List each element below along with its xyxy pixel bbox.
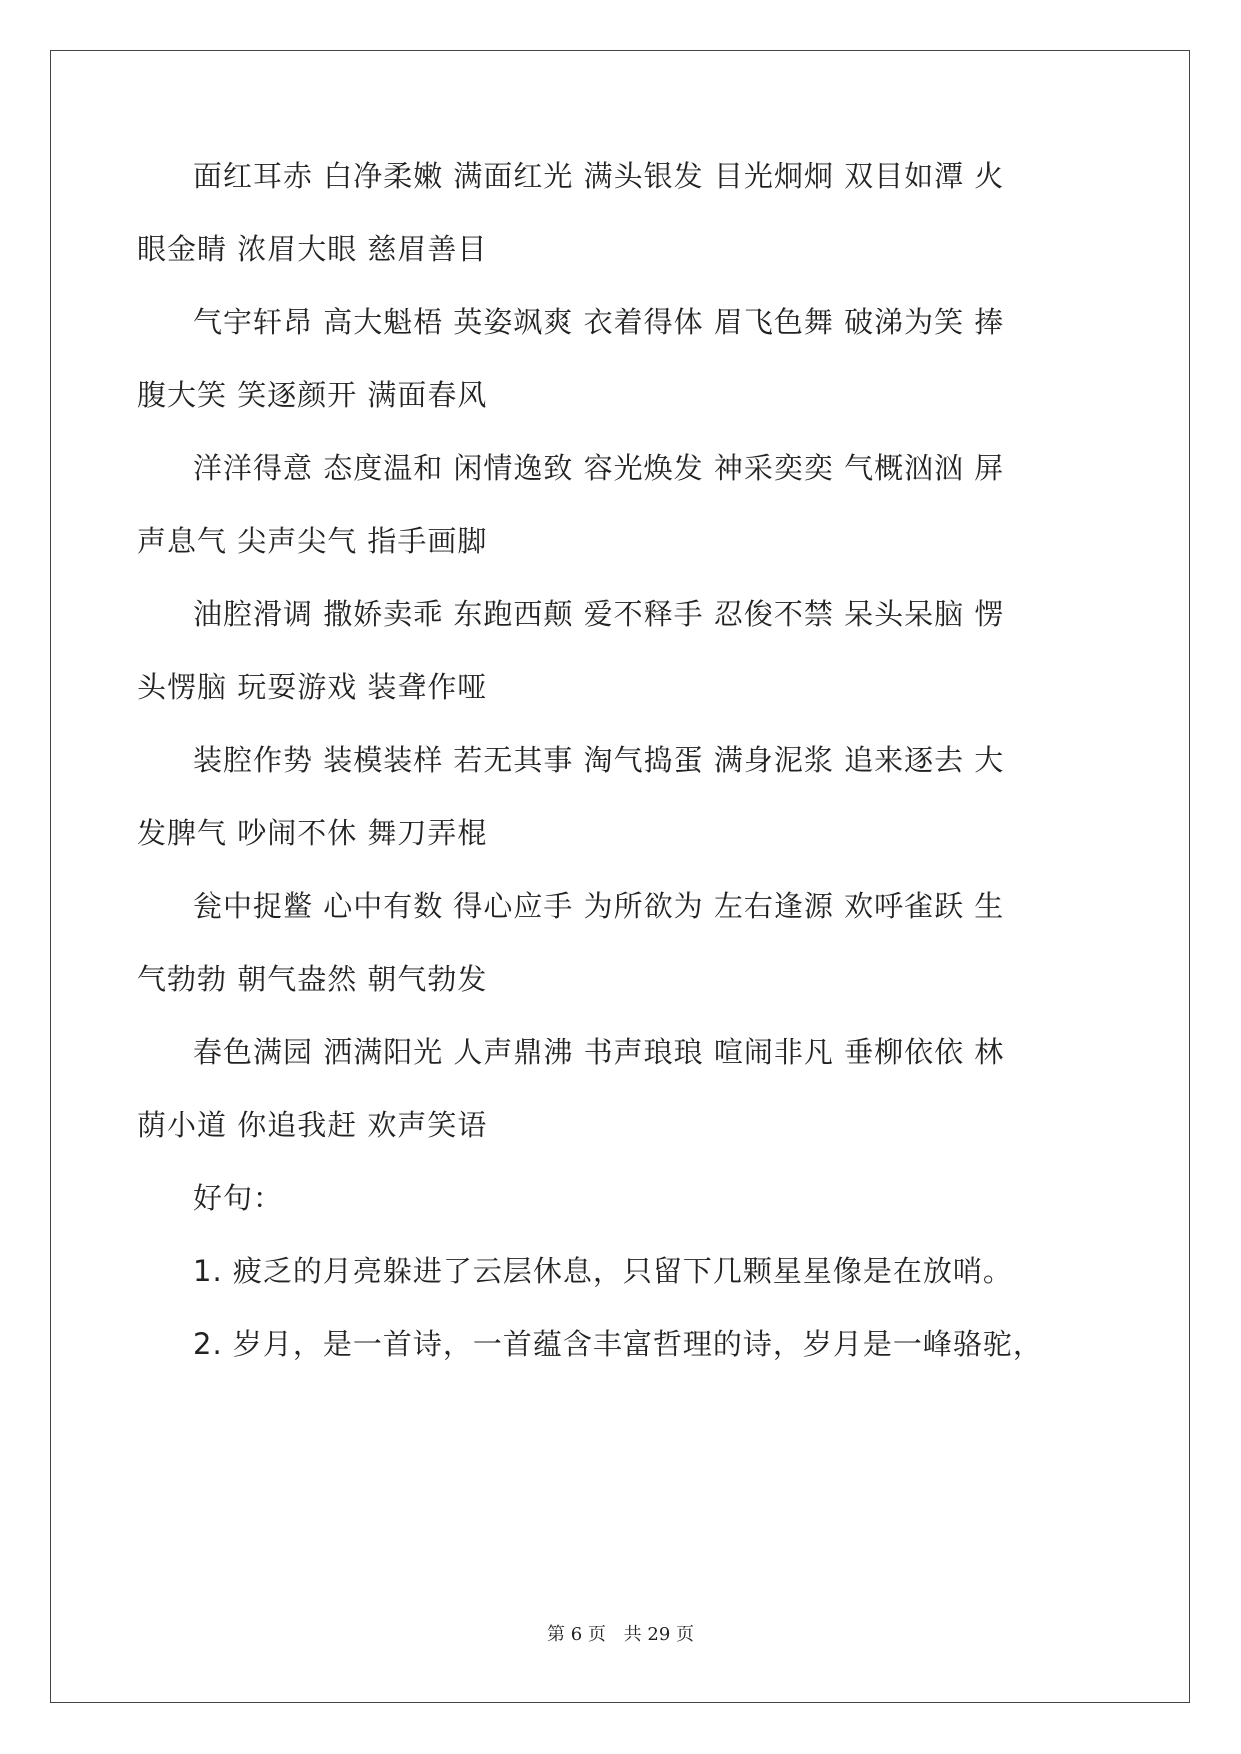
paragraph-1-line-2: 眼金睛 浓眉大眼 慈眉善目 — [137, 232, 488, 266]
paragraph-3-line-1: 洋洋得意 态度温和 闲情逸致 容光焕发 神采奕奕 气概汹汹 屏 — [193, 451, 1005, 485]
page-footer — [0, 1620, 1241, 1646]
paragraph-2-line-2: 腹大笑 笑逐颜开 满面春风 — [137, 378, 488, 412]
paragraph-5-line-1: 装腔作势 装模装样 若无其事 淘气捣蛋 满身泥浆 追来逐去 大 — [193, 743, 1005, 777]
paragraph-6-line-2: 气勃勃 朝气盎然 朝气勃发 — [137, 962, 488, 996]
paragraph-3-line-2: 声息气 尖声尖气 指手画脚 — [137, 524, 488, 558]
paragraph-7-line-2: 荫小道 你追我赶 欢声笑语 — [137, 1108, 488, 1142]
page-border — [50, 50, 1190, 1703]
paragraph-2-line-1: 气宇轩昂 高大魁梧 英姿飒爽 衣着得体 眉飞色舞 破涕为笑 捧 — [193, 305, 1005, 339]
sentence-1: 1. 疲乏的月亮躲进了云层休息，只留下几颗星星像是在放哨。 — [193, 1254, 1013, 1288]
paragraph-7-line-1: 春色满园 洒满阳光 人声鼎沸 书声琅琅 喧闹非凡 垂柳依依 林 — [193, 1035, 1005, 1069]
sentence-2: 2. 岁月，是一首诗，一首蕴含丰富哲理的诗，岁月是一峰骆驼， — [193, 1327, 1043, 1361]
section-heading: 好句： — [193, 1181, 284, 1215]
paragraph-1-line-1: 面红耳赤 白净柔嫩 满面红光 满头银发 目光炯炯 双目如潭 火 — [193, 159, 1005, 193]
page-number: 第 6 页 — [547, 1624, 606, 1645]
paragraph-6-line-1: 瓮中捉鳖 心中有数 得心应手 为所欲为 左右逢源 欢呼雀跃 生 — [193, 889, 1005, 923]
paragraph-5-line-2: 发脾气 吵闹不休 舞刀弄棍 — [137, 816, 488, 850]
paragraph-4-line-1: 油腔滑调 撒娇卖乖 东跑西颠 爱不释手 忍俊不禁 呆头呆脑 愣 — [193, 597, 1005, 631]
page-total: 共 29 页 — [623, 1624, 694, 1645]
paragraph-4-line-2: 头愣脑 玩耍游戏 装聋作哑 — [137, 670, 488, 704]
